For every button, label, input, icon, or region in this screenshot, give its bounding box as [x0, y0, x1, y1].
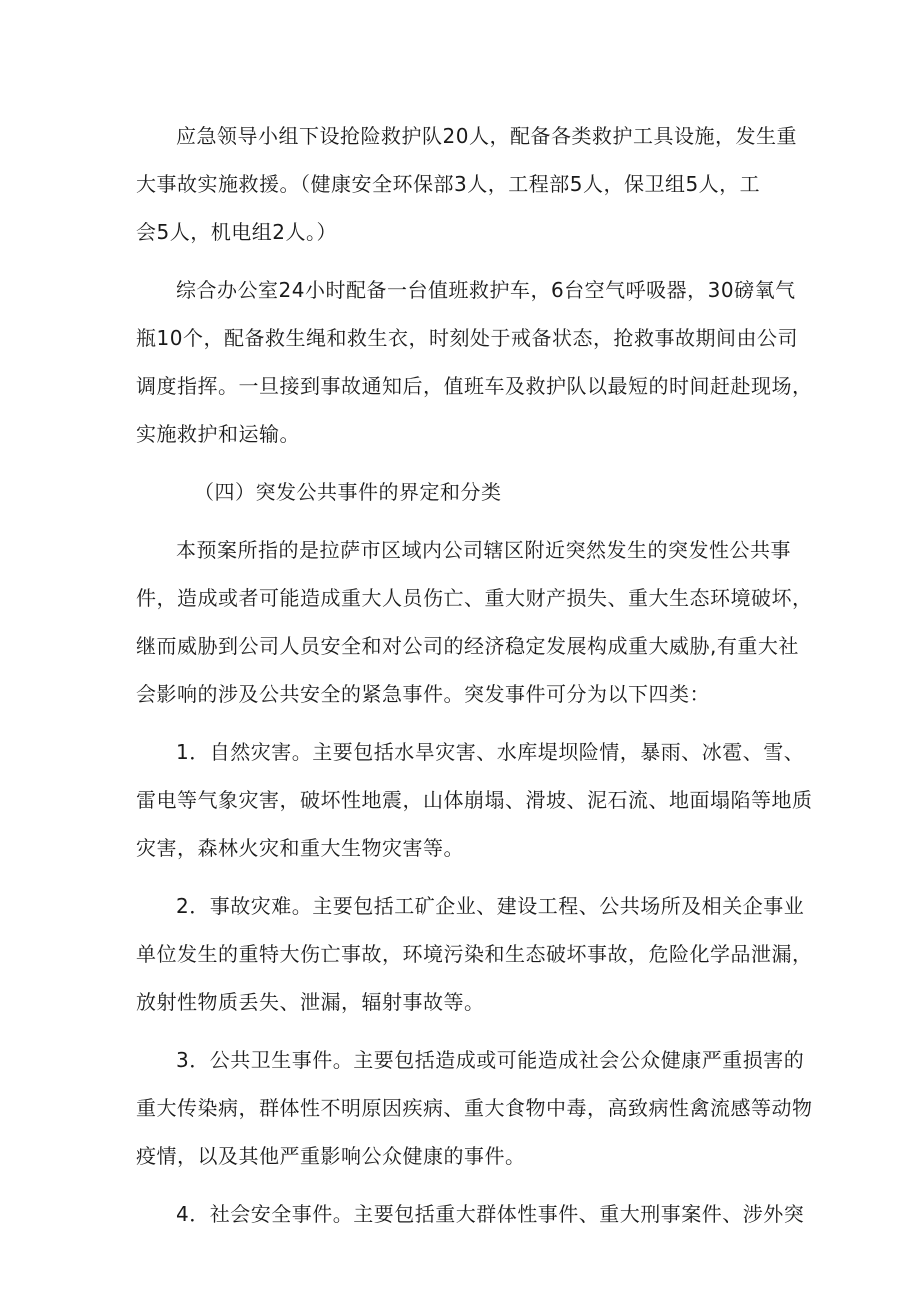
text-line: 实施救护和运输。	[136, 422, 300, 446]
paragraph-accidents	[136, 882, 813, 1026]
text-line: 大事故实施救援。（健康安全环保部3人，工程部5人，保卫组5人，工	[136, 172, 761, 196]
section-heading: （四）突发公共事件的界定和分类	[194, 480, 502, 504]
document-body	[136, 112, 813, 1248]
paragraph-office-equipment	[136, 266, 813, 458]
text-line: 会5人，机电组2人。）	[136, 220, 337, 244]
text-line: 继而威胁到公司人员安全和对公司的经济稳定发展构成重大威胁,有重大社	[136, 634, 799, 658]
text-line: 瓶10个，配备救生绳和救生衣，时刻处于戒备状态，抢救事故期间由公司	[136, 326, 798, 350]
text-line: 综合办公室24小时配备一台值班救护车，6台空气呼吸器，30磅氧气	[176, 278, 796, 302]
text-line: 单位发生的重特大伤亡事故，环境污染和生态破坏事故，危险化学品泄漏，	[136, 942, 813, 966]
paragraph-rescue-team	[136, 112, 804, 256]
text-line: 会影响的涉及公共安全的紧急事件。突发事件可分为以下四类：	[136, 682, 710, 706]
paragraph-public-health	[136, 1036, 813, 1180]
text-line: 放射性物质丢失、泄漏，辐射事故等。	[136, 990, 485, 1014]
text-line: 3．公共卫生事件。主要包括造成或可能造成社会公众健康严重损害的	[176, 1048, 805, 1072]
paragraph-natural-disasters	[136, 728, 813, 872]
text-line: 本预案所指的是拉萨市区域内公司辖区附近突然发生的突发性公共事	[176, 538, 791, 562]
paragraph-definition	[136, 526, 813, 718]
text-line: 重大传染病，群体性不明原因疾病、重大食物中毒，高致病性禽流感等动物	[136, 1096, 813, 1120]
text-line: 雷电等气象灾害，破坏性地震，山体崩塌、滑坡、泥石流、地面塌陷等地质	[136, 788, 813, 812]
text-line: 应急领导小组下设抢险救护队20人，配备各类救护工具设施，发生重	[176, 124, 797, 148]
text-line: 件，造成或者可能造成重大人员伤亡、重大财产损失、重大生态环境破坏，	[136, 586, 813, 610]
text-line: 4．社会安全事件。主要包括重大群体性事件、重大刑事案件、涉外突	[176, 1202, 805, 1226]
text-line: 2．事故灾难。主要包括工矿企业、建设工程、公共场所及相关企事业	[176, 894, 805, 918]
text-line: 1．自然灾害。主要包括水旱灾害、水库堤坝险情，暴雨、冰雹、雪、	[176, 740, 805, 764]
paragraph-social-security	[136, 1190, 804, 1238]
text-line: 调度指挥。一旦接到事故通知后，值班车及救护队以最短的时间赶赴现场，	[136, 374, 813, 398]
text-line: 灾害，森林火灾和重大生物灾害等。	[136, 836, 464, 860]
text-line: 疫情，以及其他严重影响公众健康的事件。	[136, 1144, 526, 1168]
